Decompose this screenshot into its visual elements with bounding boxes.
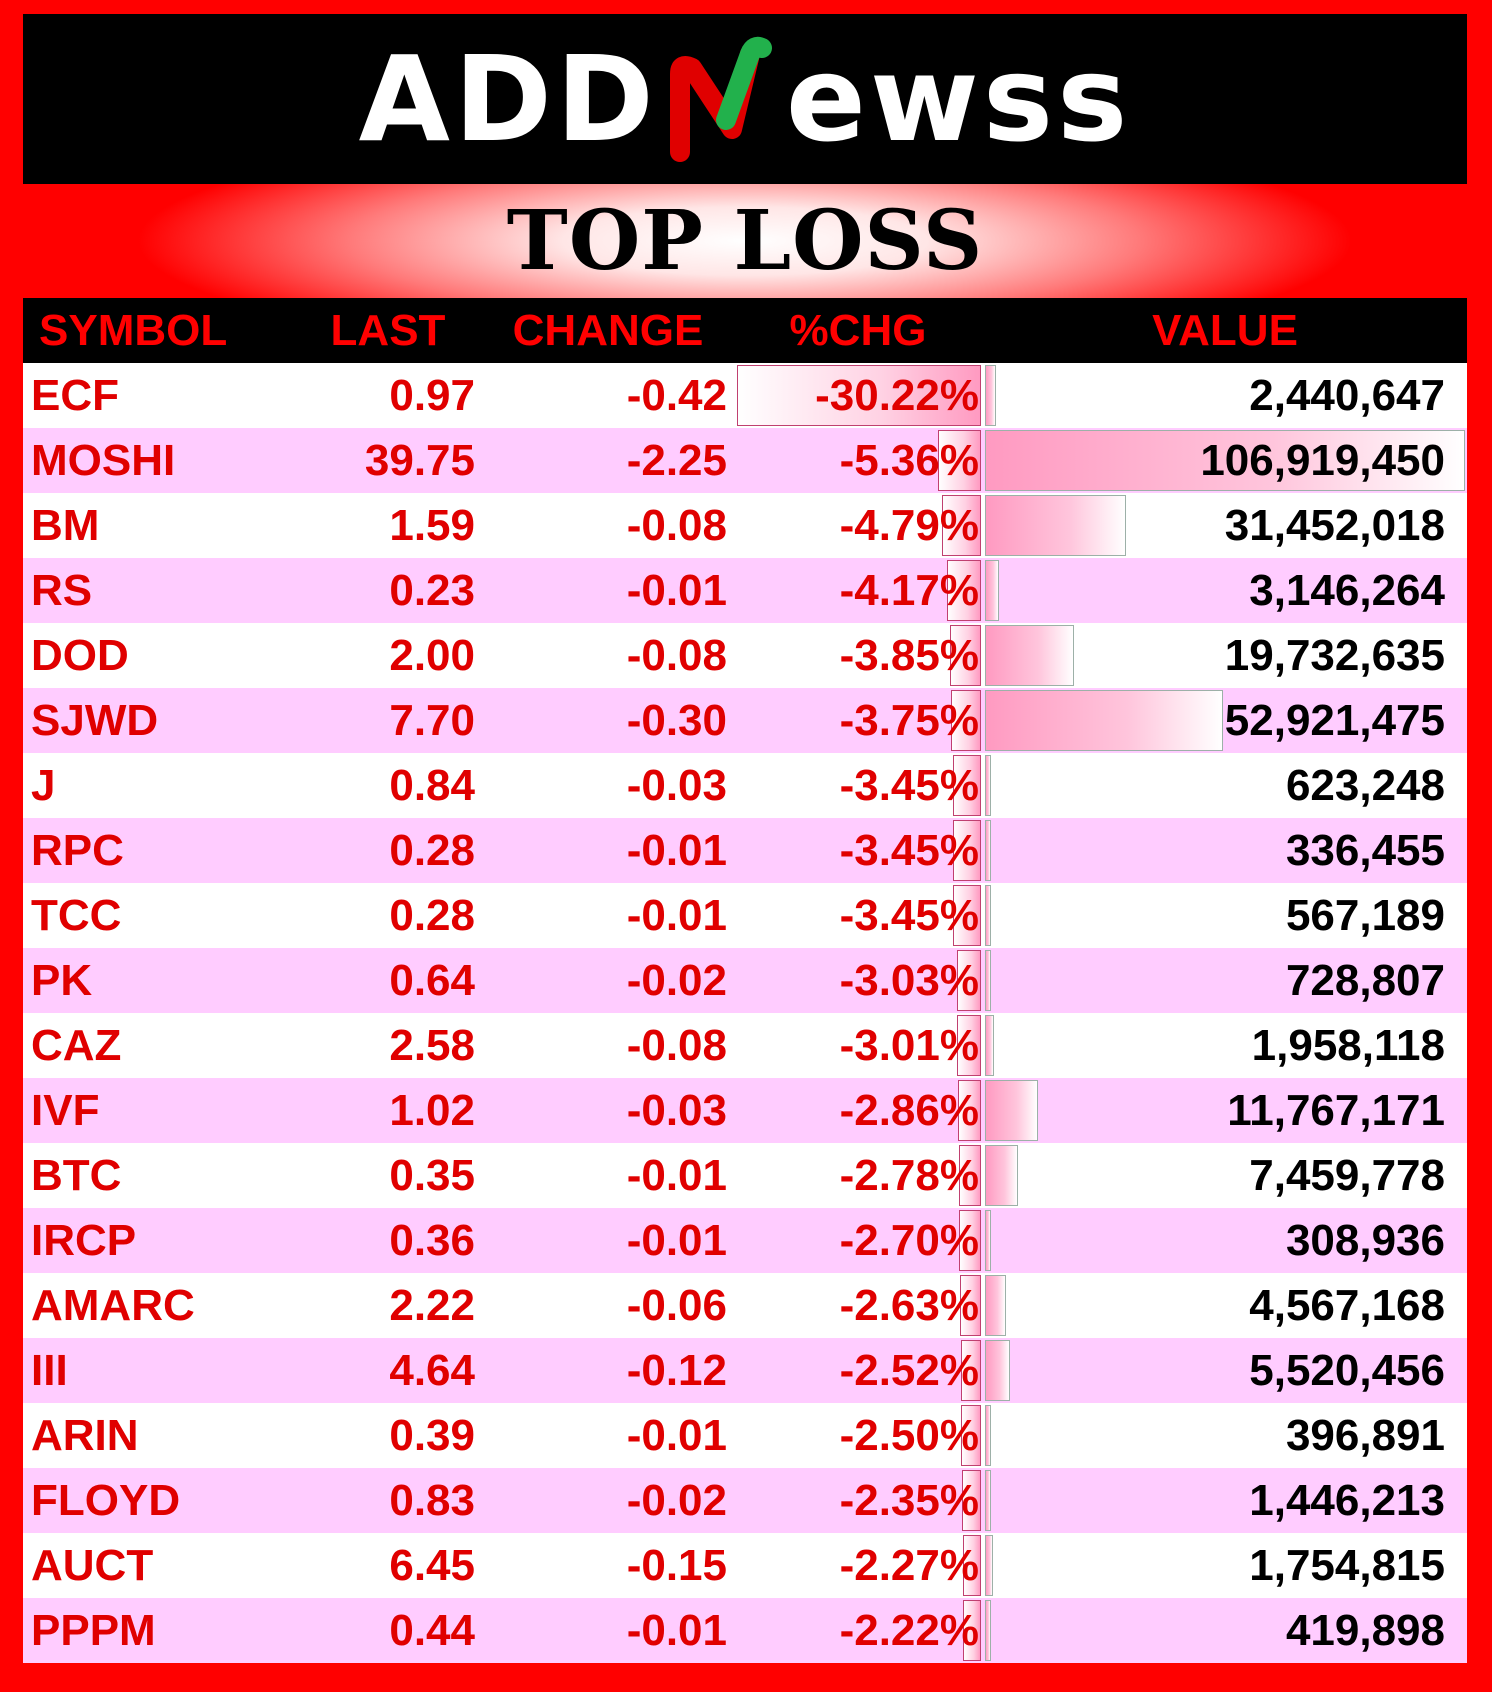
cell-last (293, 1403, 483, 1468)
cell-change-text: -0.01 (626, 825, 727, 875)
cell-change-text: -0.01 (626, 1605, 727, 1655)
cell-change (483, 1273, 733, 1338)
cell-pct-text: -2.63% (839, 1280, 979, 1330)
cell-pct (733, 1013, 983, 1078)
cell-symbol-text: SJWD (31, 695, 159, 745)
cell-value (983, 688, 1467, 753)
cell-last (293, 1533, 483, 1598)
cell-symbol (23, 883, 293, 948)
cell-value-text: 31,452,018 (1224, 500, 1445, 550)
cell-symbol-text: CAZ (31, 1020, 122, 1070)
cell-pct-text: -2.52% (839, 1345, 979, 1395)
cell-last-text: 0.64 (389, 955, 475, 1005)
brand-header (23, 14, 1467, 184)
cell-symbol (23, 558, 293, 623)
cell-last (293, 883, 483, 948)
cell-value-bar (985, 820, 991, 881)
cell-last (293, 558, 483, 623)
cell-change (483, 558, 733, 623)
cell-symbol (23, 1273, 293, 1338)
cell-value-bar (985, 1470, 991, 1531)
table-row (23, 558, 1467, 623)
cell-change (483, 753, 733, 818)
table-row (23, 1273, 1467, 1338)
cell-pct-text: -2.70% (839, 1215, 979, 1265)
cell-change-text: -0.06 (626, 1280, 727, 1330)
cell-last (293, 1468, 483, 1533)
cell-value (983, 363, 1467, 428)
cell-last (293, 1143, 483, 1208)
cell-last (293, 1598, 483, 1663)
cell-value-bar (985, 1600, 991, 1661)
cell-value (983, 948, 1467, 1013)
cell-pct-text: -3.45% (839, 760, 979, 810)
cell-pct-text: -2.35% (839, 1475, 979, 1525)
cell-change (483, 883, 733, 948)
cell-change (483, 428, 733, 493)
cell-value-bar (985, 1405, 991, 1466)
cell-last-text: 2.00 (389, 630, 475, 680)
cell-pct-text: -3.03% (839, 955, 979, 1005)
cell-symbol-text: ECF (31, 370, 119, 420)
cell-symbol (23, 1143, 293, 1208)
cell-pct (733, 623, 983, 688)
cell-value-bar (985, 1080, 1038, 1141)
cell-pct (733, 1403, 983, 1468)
cell-pct-text: -3.75% (839, 695, 979, 745)
cell-pct (733, 558, 983, 623)
cell-last-text: 0.39 (389, 1410, 475, 1460)
cell-change-text: -0.30 (626, 695, 727, 745)
logo-text-left: ADD (358, 30, 658, 168)
cell-value-text: 336,455 (1285, 825, 1445, 875)
cell-symbol-text: BM (31, 500, 100, 550)
table-body (23, 363, 1467, 1663)
cell-last (293, 1273, 483, 1338)
cell-symbol-text: DOD (31, 630, 129, 680)
cell-pct-text: -3.85% (839, 630, 979, 680)
cell-value (983, 1273, 1467, 1338)
cell-pct-text: -4.17% (839, 565, 979, 615)
cell-symbol-text: BTC (31, 1150, 122, 1200)
cell-symbol-text: AMARC (31, 1280, 195, 1330)
cell-change (483, 1468, 733, 1533)
cell-last-text: 1.02 (389, 1085, 475, 1135)
table-row (23, 1533, 1467, 1598)
cell-pct (733, 493, 983, 558)
cell-symbol-text: MOSHI (31, 435, 176, 485)
cell-value (983, 623, 1467, 688)
table-row (23, 1078, 1467, 1143)
table-row (23, 1468, 1467, 1533)
col-header-symbol: SYMBOL (39, 305, 228, 355)
cell-pct (733, 1338, 983, 1403)
cell-symbol-text: ARIN (31, 1410, 139, 1460)
cell-pct (733, 753, 983, 818)
top-loss-table (23, 298, 1467, 1663)
cell-value (983, 1143, 1467, 1208)
cell-symbol (23, 1403, 293, 1468)
cell-symbol-text: AUCT (31, 1540, 154, 1590)
cell-value (983, 1078, 1467, 1143)
cell-last-text: 0.83 (389, 1475, 475, 1525)
cell-value (983, 753, 1467, 818)
cell-pct (733, 428, 983, 493)
cell-symbol-text: PPPM (31, 1605, 156, 1655)
cell-last-text: 0.84 (389, 760, 475, 810)
table-row (23, 493, 1467, 558)
cell-change (483, 1013, 733, 1078)
cell-pct-text: -2.22% (839, 1605, 979, 1655)
cell-symbol-text: IVF (31, 1085, 100, 1135)
page-title: TOP LOSS (506, 193, 984, 289)
cell-pct (733, 1273, 983, 1338)
cell-symbol-text: J (31, 760, 56, 810)
cell-pct (733, 1598, 983, 1663)
cell-symbol (23, 948, 293, 1013)
table-row (23, 753, 1467, 818)
table-row (23, 428, 1467, 493)
cell-value-bar (985, 1340, 1010, 1401)
cell-value (983, 493, 1467, 558)
cell-symbol (23, 493, 293, 558)
cell-value-bar (985, 1015, 994, 1076)
cell-value-bar (985, 560, 999, 621)
table-row (23, 1338, 1467, 1403)
cell-value-text: 623,248 (1285, 760, 1445, 810)
cell-symbol-text: RPC (31, 825, 124, 875)
cell-last-text: 4.64 (389, 1345, 475, 1395)
cell-symbol (23, 623, 293, 688)
cell-value-bar (985, 950, 991, 1011)
cell-symbol (23, 1208, 293, 1273)
cell-last-text: 0.35 (389, 1150, 475, 1200)
cell-change-text: -0.02 (626, 955, 727, 1005)
cell-value-text: 567,189 (1285, 890, 1445, 940)
cell-change-text: -0.03 (626, 1085, 727, 1135)
table-row (23, 688, 1467, 753)
cell-change (483, 818, 733, 883)
cell-symbol (23, 818, 293, 883)
cell-change-text: -0.01 (626, 1215, 727, 1265)
cell-pct (733, 1468, 983, 1533)
cell-value-text: 3,146,264 (1249, 565, 1445, 615)
cell-symbol (23, 363, 293, 428)
title-band (23, 184, 1467, 298)
cell-value-text: 52,921,475 (1224, 695, 1445, 745)
cell-pct-text: -2.86% (839, 1085, 979, 1135)
cell-pct-text: -5.36% (839, 435, 979, 485)
cell-last (293, 623, 483, 688)
cell-change-text: -0.15 (626, 1540, 727, 1590)
cell-value-text: 106,919,450 (1200, 435, 1445, 485)
cell-change (483, 493, 733, 558)
cell-pct (733, 948, 983, 1013)
cell-value-text: 7,459,778 (1249, 1150, 1445, 1200)
cell-value (983, 428, 1467, 493)
cell-change (483, 948, 733, 1013)
cell-last (293, 1013, 483, 1078)
cell-value-bar (985, 1275, 1006, 1336)
cell-symbol-text: TCC (31, 890, 122, 940)
cell-change-text: -0.01 (626, 890, 727, 940)
cell-last-text: 39.75 (364, 435, 475, 485)
cell-last (293, 753, 483, 818)
cell-change-text: -0.08 (626, 630, 727, 680)
cell-pct-text: -2.78% (839, 1150, 979, 1200)
cell-value-text: 728,807 (1285, 955, 1445, 1005)
n-arrow-icon (662, 34, 782, 164)
cell-last (293, 1078, 483, 1143)
cell-last (293, 1208, 483, 1273)
cell-value-bar (985, 1145, 1018, 1206)
cell-value-bar (985, 1210, 991, 1271)
table-row (23, 363, 1467, 428)
brand-logo (358, 30, 1132, 168)
cell-change-text: -2.25 (626, 435, 727, 485)
cell-pct (733, 1143, 983, 1208)
cell-pct (733, 1078, 983, 1143)
cell-symbol-text: RS (31, 565, 93, 615)
cell-change-text: -0.03 (626, 760, 727, 810)
cell-pct-text: -3.45% (839, 825, 979, 875)
cell-symbol (23, 1078, 293, 1143)
table-row (23, 1208, 1467, 1273)
cell-change-text: -0.08 (626, 500, 727, 550)
cell-symbol-text: IRCP (31, 1215, 137, 1265)
cell-value-text: 419,898 (1285, 1605, 1445, 1655)
cell-symbol (23, 428, 293, 493)
cell-value (983, 1013, 1467, 1078)
cell-value-text: 11,767,171 (1227, 1085, 1445, 1135)
cell-change-text: -0.01 (626, 565, 727, 615)
cell-last (293, 688, 483, 753)
cell-last-text: 0.28 (389, 890, 475, 940)
cell-last (293, 428, 483, 493)
cell-change-text: -0.02 (626, 1475, 727, 1525)
cell-last-text: 0.44 (389, 1605, 475, 1655)
cell-change-text: -0.42 (626, 370, 727, 420)
cell-last-text: 7.70 (389, 695, 475, 745)
table-row (23, 948, 1467, 1013)
col-header-change: CHANGE (512, 305, 704, 355)
cell-last (293, 1338, 483, 1403)
cell-change-text: -0.08 (626, 1020, 727, 1070)
logo-text-right: ewss (785, 30, 1132, 168)
cell-pct (733, 1533, 983, 1598)
cell-change (483, 623, 733, 688)
cell-value-bar (985, 885, 991, 946)
cell-value-bar (985, 690, 1223, 751)
cell-last-text: 2.58 (389, 1020, 475, 1070)
cell-value (983, 558, 1467, 623)
cell-change (483, 1078, 733, 1143)
cell-last-text: 0.28 (389, 825, 475, 875)
cell-value (983, 1533, 1467, 1598)
cell-pct-text: -3.01% (839, 1020, 979, 1070)
cell-change (483, 1338, 733, 1403)
table-row (23, 1013, 1467, 1078)
cell-value-bar (985, 625, 1074, 686)
table-row (23, 818, 1467, 883)
cell-value-text: 5,520,456 (1249, 1345, 1445, 1395)
cell-change (483, 1598, 733, 1663)
cell-value-text: 1,958,118 (1251, 1020, 1445, 1070)
cell-pct (733, 883, 983, 948)
cell-pct (733, 818, 983, 883)
cell-symbol (23, 688, 293, 753)
cell-value (983, 1208, 1467, 1273)
cell-last-text: 0.23 (389, 565, 475, 615)
cell-value (983, 1598, 1467, 1663)
table-row (23, 1143, 1467, 1208)
cell-value-bar (985, 365, 996, 426)
cell-change-text: -0.01 (626, 1150, 727, 1200)
cell-symbol (23, 1598, 293, 1663)
cell-change (483, 1143, 733, 1208)
cell-value-bar (985, 755, 991, 816)
cell-value (983, 883, 1467, 948)
cell-symbol-text: FLOYD (31, 1475, 181, 1525)
table-row (23, 1403, 1467, 1468)
table-row (23, 623, 1467, 688)
cell-last-text: 0.36 (389, 1215, 475, 1265)
table-row (23, 1598, 1467, 1663)
cell-change-text: -0.01 (626, 1410, 727, 1460)
cell-value-text: 1,446,213 (1249, 1475, 1445, 1525)
cell-value-text: 1,754,815 (1249, 1540, 1445, 1590)
cell-value-text: 308,936 (1285, 1215, 1445, 1265)
cell-value-bar (985, 1535, 993, 1596)
table-header-row (23, 298, 1467, 363)
cell-symbol-text: III (31, 1345, 68, 1395)
cell-value (983, 818, 1467, 883)
cell-pct-text: -4.79% (839, 500, 979, 550)
cell-last-text: 0.97 (389, 370, 475, 420)
cell-pct (733, 363, 983, 428)
col-header-last: LAST (330, 305, 446, 355)
cell-last (293, 493, 483, 558)
cell-value (983, 1403, 1467, 1468)
col-header-pct: %CHG (789, 305, 927, 355)
cell-symbol (23, 1468, 293, 1533)
cell-pct-text: -2.27% (839, 1540, 979, 1590)
cell-pct-text: -3.45% (839, 890, 979, 940)
cell-last (293, 948, 483, 1013)
cell-pct (733, 688, 983, 753)
cell-value-text: 4,567,168 (1249, 1280, 1445, 1330)
cell-value-text: 2,440,647 (1249, 370, 1445, 420)
cell-change-text: -0.12 (626, 1345, 727, 1395)
cell-value (983, 1338, 1467, 1403)
cell-change (483, 1533, 733, 1598)
cell-last-text: 6.45 (389, 1540, 475, 1590)
cell-last (293, 363, 483, 428)
cell-symbol (23, 1338, 293, 1403)
cell-value-bar (985, 495, 1126, 556)
cell-last-text: 1.59 (389, 500, 475, 550)
col-header-value: VALUE (1152, 305, 1298, 355)
cell-pct (733, 1208, 983, 1273)
cell-symbol (23, 1013, 293, 1078)
cell-change (483, 1208, 733, 1273)
cell-last-text: 2.22 (389, 1280, 475, 1330)
cell-value-text: 19,732,635 (1224, 630, 1445, 680)
cell-pct-text: -2.50% (839, 1410, 979, 1460)
cell-pct-text: -30.22% (815, 370, 979, 420)
cell-value-text: 396,891 (1285, 1410, 1445, 1460)
cell-last (293, 818, 483, 883)
cell-change (483, 363, 733, 428)
cell-change (483, 1403, 733, 1468)
cell-symbol-text: PK (31, 955, 93, 1005)
cell-symbol (23, 753, 293, 818)
cell-symbol (23, 1533, 293, 1598)
cell-value (983, 1468, 1467, 1533)
cell-change (483, 688, 733, 753)
table-row (23, 883, 1467, 948)
